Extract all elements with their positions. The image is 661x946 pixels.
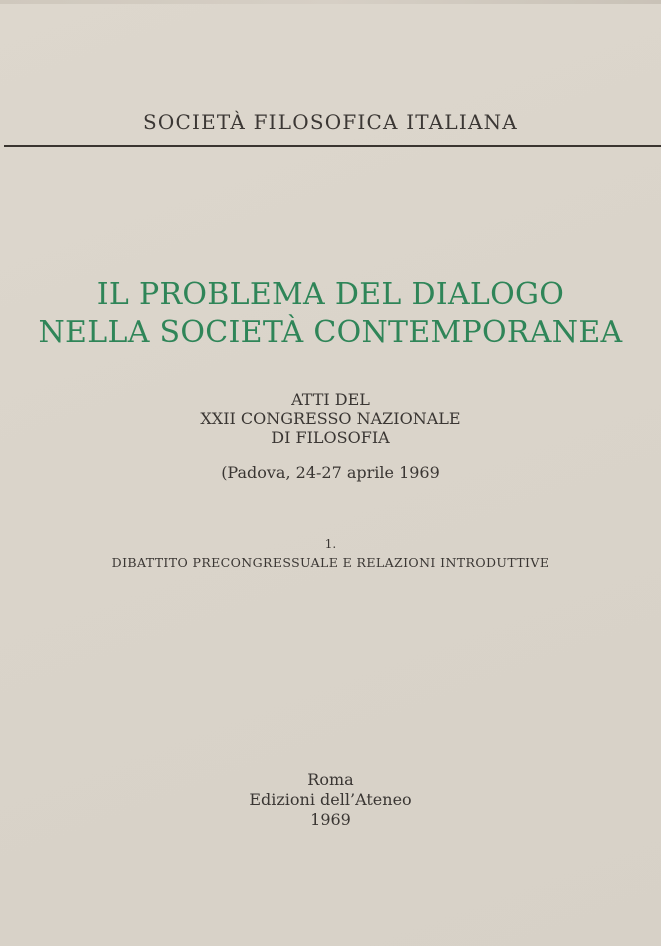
society-name: SOCIETÀ FILOSOFICA ITALIANA xyxy=(143,110,518,134)
imprint-publisher: Edizioni dell’Ateneo xyxy=(249,790,412,809)
volume-subtitle: DIBATTITO PRECONGRESSUALE E RELAZIONI INTRODUTTIVE xyxy=(111,555,550,570)
book-title-line-1: IL PROBLEMA DEL DIALOGO xyxy=(96,277,565,312)
book-title xyxy=(0,276,661,352)
imprint-city: Roma xyxy=(307,770,354,789)
congress-acts xyxy=(0,390,661,447)
imprint-year: 1969 xyxy=(310,810,351,829)
publisher-imprint xyxy=(0,770,661,830)
volume-number: 1. xyxy=(324,537,337,551)
acts-line-2: XXII CONGRESSO NAZIONALE xyxy=(200,409,461,428)
header-rule-divider xyxy=(4,145,661,147)
cover-top-edge xyxy=(0,0,661,4)
book-title-line-2: NELLA SOCIETÀ CONTEMPORANEA xyxy=(38,315,623,350)
acts-line-1: ATTI DEL xyxy=(291,390,370,409)
acts-line-3: DI FILOSOFIA xyxy=(271,428,390,447)
congress-place-date: (Padova, 24-27 aprile 1969 xyxy=(221,463,440,482)
